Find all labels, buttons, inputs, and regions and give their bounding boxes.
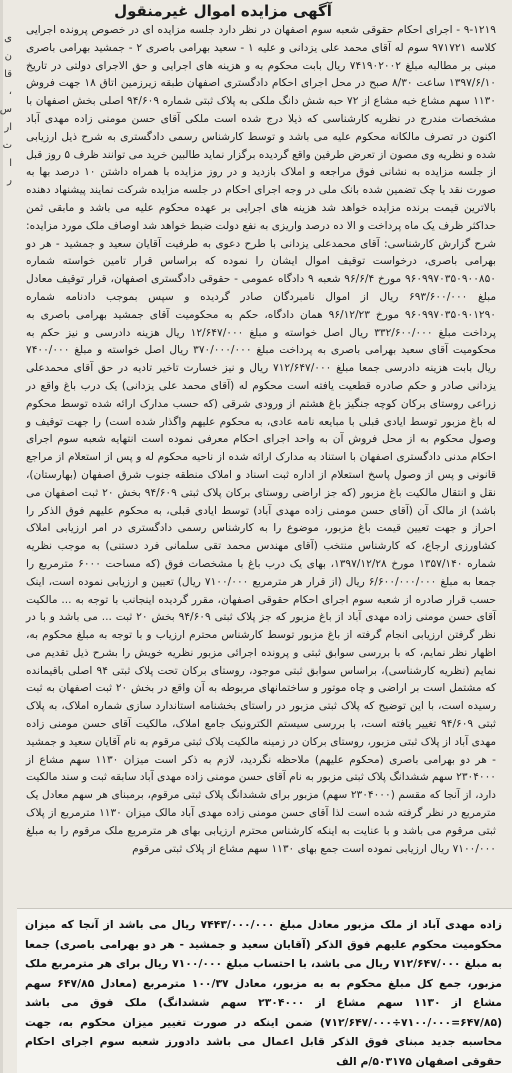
notice-title: آگهی مزایده اموال غیرمنقول [114, 2, 332, 20]
notice-body: ۹-۱۲۱۹ - اجرای احکام حقوقی شعبه سوم اصفهان در نظر دارد جلسه مزایده ای در خصوص پرونده اجرایی کلاسه ۹۷۱۷۲۱ سوم له آقای محمد علی یزدانی و علیه ۱ - سعید بهرامی باصری ۲ - جمشید بهرامی باصری مبنی بر مطالبه مبلغ ۷۴۱۹۰۲۰۰۲ ریال بابت محکوم به و هزینه های اجرایی و حق الاجرای دولتی در تاریخ ۱۳۹۷/۶/۱۰ ساعت ۸/۳۰ صبح در محل اجرای احکام دادگستری اصفهان طبقه زیرزمین اتاق ۱۸ جهت فروش ۱۱۳۰ سهم مشاع خبه مشاع از ۷۲ حبه شش دانگ ملکی به پلاک ثبتی شماره ۹۴/۶۰۹ اصلی بخش اصفهان با مشخصات مندرج در نظریه کارشناسی که ذیلا درج شده است ملکی آقای حسن مومنی زاده مهدی آباد اکنون در تصرف مالکانه محکوم علیه می باشد و توسط کارشناس رسمی دادگستری به شرح ذیل ارزیابی شده و نظریه وی مصون از تعرض طرفین واقع گردیده برگزار نماید طالبین خرید می توانند ظرف ۵ روز قبل از جلسه مزایده به نشانی فوق مراجعه و املاک بازدید و در روز مزایده با همراه داشتن ۱۰ درصد بها به صورت نقد یا چک تضمین شده بانک ملی در وجه اجرای احکام در جلسه مزایده شرکت نمایند پیشنهاد دهنده بالاترین قیمت برنده مزایده خواهد شد هزینه های اجرایی بر عهده محکوم علیه می باشد و مابقی ثمن حداکثر ظرف یک ماه پرداخت و الا ده درصد واریزی به نفع دولت ضبط خواهد شد اوصاف ملک مورد مزایده: شرح گزارش کارشناسی: آقای محمدعلی یزدانی با طرح دعوی به طرفیت آقایان سعید و جمشید - هر دو بهرامی باصری، درخواست توقیف اموال ایشان را نموده که براساس قرار تامین خواسته شماره ۹۶۰۹۹۷۰۳۵۰۹۰۰۸۵۰ مورخ ۹۶/۶/۴ شعبه ۹ دادگاه عمومی - حقوقی دادگستری اصفهان، قرار توقیف معادل مبلغ ۶۹۳/۶۰۰/۰۰۰ ریال از اموال نامبردگان صادر گردیده و سپس بموجب دادنامه شماره ۹۶۰۹۹۷۰۳۵۰۹۰۱۲۹۰ مورخ ۹۶/۱۲/۲۳ همان دادگاه، حکم به محکومیت آقای جمشید بهرامی باصری به پرداخت مبلغ ۳۳۲/۶۰۰/۰۰۰ ریال اصل خواسته و مبلغ ۱۲/۶۴۷/۰۰۰ ریال هزینه دادرسی و نیز حکم به محکومیت آقای سعید بهرامی باصری به پرداخت مبلغ ۳۷۰/۰۰۰/۰۰۰ ریال اصل خواسته و مبلغ ۷۴۰۰/۰۰۰ ریال بابت هزینه دادرسی جمعا مبلغ ۷۱۲/۶۴۷/۰۰۰ ریال و نیز خسارت تاخیر تادیه در حق آقای محمدعلی یزدانی صادر و حکم صادره قطعیت یافته است محکوم له (آقای محمد علی یزدانی) یک درب باغ واقع در زراعی روستای برکان کوچه جنگیز باغ هشتم از ورودی شرقی (که حسب مدارک ارائه شده توسط محکوم له باغ مزبور توسط ایادی قبلی با مبایعه نامه عادی، به محکوم علیهم واگذار شده است) را جهت توقیف و وصول محکوم به از محل فروش آن به واحد اجرای احکام معرفی نموده است انتهایه شعبه سوم اجرای احکام مدنی دادگستری اصفهان با استناد به مدارک ارائه شده از ناحیه محکوم له و پس از استعلام از مراجع قانونی و پس از وصول پاسخ استعلام از اداره ثبت اسناد و املاک منطقه جنوب شرق اصفهان (بهارستان)، نقل و انتقال مالکیت باغ مزبور (که جز اراضی روستای برکان پلاک ثبتی ۹۴/۶۰۹ بخش ۲۰ ثبت اصفهان می باشد) از مالک آن (آقای حسن مومنی زاده مهدی آباد) توسط ایادی قبلی، به محکوم علیهم فوق الذکر را احراز و جهت تعیین قیمت باغ مزبور، موضوع را به کارشناس رسمی دادگستری در امر ارزیابی املاک کشاورزی ارجاع، که کارشناس منتخب (آقای مهندس محمد تقی سلمانی فرد دستنی) به موجب نظریه شماره ۱۳۵۷/۱۴۰ مورخ ۱۳۹۷/۱۲/۲۸، بهای یک درب باغ با مشخصات فوق (که مساحت ۶۰۰۰ مترمربع را جمعا به مبلغ ۶/۶۰۰/۰۰۰/۰۰۰ ریال (از قرار هر مترمربع ۷۱۰۰/۰۰۰ ریال) تعیین و ارزیابی نموده است، اینک حسب قرار صادره از شعبه سوم اجرای احکام حقوقی اصفهان، مقرر گردیده اینجانب با توجه به ... مالکیت آقای حسن مومنی زاده مهدی آباد از باغ مزبور که جز پلاک ثبتی ۹۴/۶۰۹ بخش ۲۰ ثبت ... می باشد و با در نظر گرفتن ارزیابی انجام گرفته از باغ مزبور توسط کارشناس محترم ارزیاب و با توجه به مبلغ محکوم به، اظهار نظر نمایم، که با بررسی سوابق ثبتی و پرونده اجرائی مزبور نظریه خویش را بشرح ذیل تقدیم می نمایم (نظریه کارشناسی)، براساس سوابق ثبتی موجود، روستای برکان تحت پلاک ثبتی ۹۴ اصلی باقیمانده که مشتمل است بر اراضی و چاه موتور و ساختمانهای مربوطه به آن واقع در بخش ۲۰ ثبت اصفهان به ثبت رسیده است، با این توضیح که پلاک ثبتی مزبور در راستای بخشنامه استاندارد سازی شماره املاک، به پلاک ثبتی ۹۴/۶۰۹ تغییر یافته است، با بررسی سیستم الکترونیک جامع املاک، مالکیت آقای حسن مومنی زاده مهدی آباد از پلاک ثبتی مزبور، روستای برکان در زمینه مالکیت پلاک ثبتی مرقوم به نام آقایان سعید و جمشید - هر دو بهرامی باصری (محکوم علیهم) ملاحظه نگردید، لازم به ذکر است میزان ۱۱۳۰ سهم مشاع از ۲۳۰۴۰۰۰ سهم ششدانگ پلاک ثبتی مزبور به نام آقای حسن مومنی زاده مهدی آباد سابقه ثبت و سند مالکیت دارد، از آنجا که مقسم (۲۳۰۴۰۰۰ سهم) مزبور برای ششدانگ پلاک ثبتی مرقوم، برمبنای هر سهم معادل یک مترمربع در نظر گرفته شده است لذا آقای حسن مومنی زاده مهدی آباد مالک میزان ۱۱۳۰ مترمربع از پلاک ثبتی مرقوم می باشد و با عنایت به اینکه کارشناس محترم ارزیابی بهای هر مترمربع ملک مرقوم را به مبلغ ۷۱۰۰/۰۰۰ ریال ارزیابی نموده است جمع بهای ۱۱۳۰ سهم مشاع از پلاک ثبتی مرقوم [26, 24, 497, 855]
notice-footer: زاده مهدی آباد از ملک مزبور معادل مبلغ ۷۴۴۳/۰۰۰/۰۰۰ ریال می باشد از آنجا که میزان محکومیت محکوم علیهم فوق الذکر (آقایان سعید و جمشید - هر دو بهرامی باصری) جمعا به مبلغ ۷۱۲/۶۴۷/۰۰۰ ریال می باشد، با احتساب مبلغ ۷۱۰۰/۰۰۰ ریال برای هر مترمربع ملک مزبور، جمع کل مبلغ محکوم به به مزبور، معادل ۱۰۰/۳۷ مترمربع (معادل ۶۴۷/۸۵ سهم مشاع از ۱۱۳۰ سهم مشاع از ۲۳۰۴۰۰۰ سهم ششدانگ) ملک فوق می باشد (۶۴۷/۸۵=۷۱۰۰/۰۰۰÷۷۱۲/۶۴۷/۰۰۰) ضمن اینکه در صورت تغییر میزان محکوم به، جهت محاسبه جدید مبنای فوق الذکر قابل اعمال می باشد دادورز شعبه سوم اجرای احکام حقوقی اصفهان ۵۰۳۱۷۵/م الف [17, 908, 512, 1073]
neighbouring-column-edge: ی ن قا ، س ار ت ا ر [0, 33, 12, 187]
